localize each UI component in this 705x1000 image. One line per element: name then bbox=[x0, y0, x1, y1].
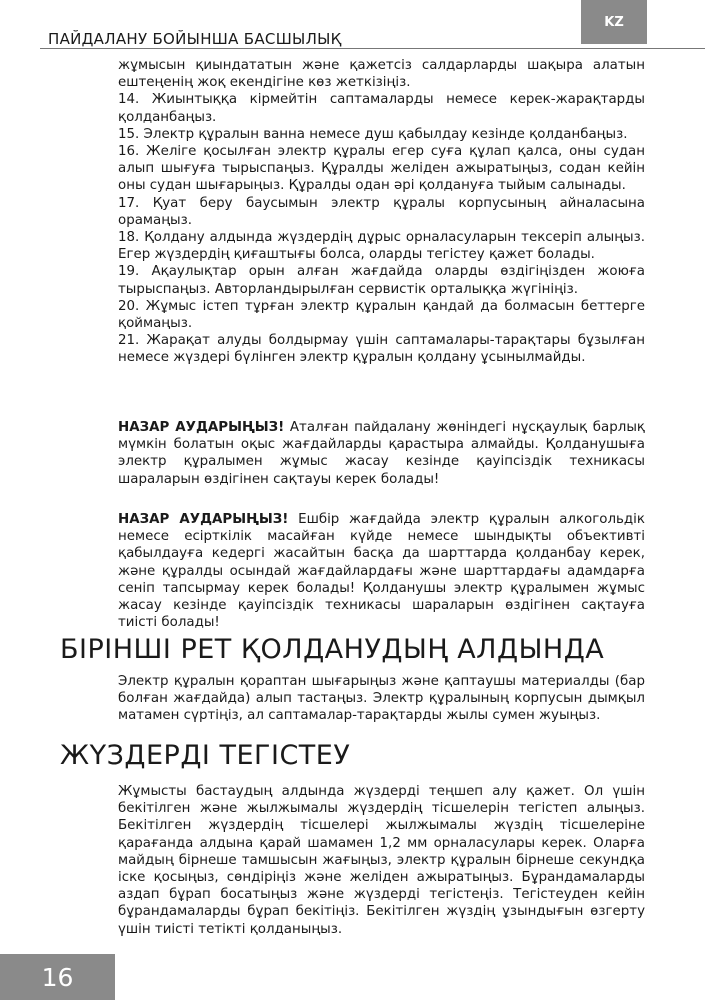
section-paragraph: Электр құралын қораптан шығарыңыз және қаптаушы материалды (бар болған жағдайда) алып тастаңыз. Электр құралының корпусын дымқыл матамен сүртіңіз, ал саптамалар-тарақтарды жылы сумен жуыңыз. bbox=[118, 674, 645, 724]
section-heading-blade-alignment: ЖҮЗДЕРДІ ТЕГІСТЕУ bbox=[60, 740, 351, 771]
warning-label: НАЗАР АУДАРЫҢЫЗ! bbox=[118, 420, 285, 435]
warning-note-1 bbox=[118, 419, 645, 488]
header-divider bbox=[40, 48, 705, 49]
list-item: 21. Жарақат алуды болдырмау үшін саптамалары-тарақтары бұзылған немесе жүздері бүлінген электр құралын қолдану ұсынылмайды. bbox=[118, 333, 645, 366]
list-item: 14. Жиынтыққа кірмейтін саптамаларды немесе керек-жарақтарды қолданбаңыз. bbox=[118, 92, 645, 125]
section-body-blade-alignment bbox=[118, 783, 645, 938]
section-paragraph: Жұмысты бастаудың алдында жүздерді теңшеп алу қажет. Ол үшін бекітілген және жылжымалы жүздердің тісшелерін тегістеп алыңыз. Бекітілген жүздердің тісшелері жылжымалы жүздің тісшелеріне қарағанда алдына қарай шамамен 1,2 мм орналасулары керек. Оларға майдың бірнеше тамшысын жағыңыз, электр құралын бірнеше секундқа іске қосыңыз, сөндіріңіз және желіден ажыратыңыз. Бұрандамаларды аздап бұрап босатыңыз және жүздерді тегістеңіз. Тегістеуден кейін бұрандамаларды бұрап бекітіңіз. Бекітілген жүздің ұзындығын өзгерту үшін тиісті тетікті қолданыңыз. bbox=[118, 784, 645, 937]
list-item: 15. Электр құралын ванна немесе душ қабылдау кезінде қолданбаңыз. bbox=[118, 126, 628, 142]
list-item: 20. Жұмыс істеп тұрған электр құралын қандай да болмасын беттерге қоймаңыз. bbox=[118, 298, 645, 332]
warning-note-2 bbox=[118, 511, 645, 631]
list-item: 18. Қолдану алдында жүздердің дұрыс орналасуларын тексеріп алыңыз. Егер жүздердің қиғаштығы болса, оларды тегістеу қажет болады. bbox=[118, 230, 645, 263]
warning-label: НАЗАР АУДАРЫҢЫЗ! bbox=[118, 512, 289, 527]
section-heading-first-use: БІРІНШІ РЕТ ҚОЛДАНУДЫҢ АЛДЫНДА bbox=[60, 634, 605, 665]
warning-text: Аталған пайдалану жөніндегі нұсқаулық барлық мүмкін болатын оқыс жағдайларды қарастыра алмайды. Қолданушыға электр құралымен жұмыс жасау кезінде қауіпсіздік техникасы шараларын өздігінен сақтауы керек болады! bbox=[118, 420, 645, 487]
list-item: 16. Желіге қосылған электр құралы егер суға құлап қалса, оны судан алып шығуға тырыспаңыз. Құралды желіден ажыратыңыз, содан кейін оны судан шығарыңыз. Құралды одан әрі қолдануға тыйым салынады. bbox=[118, 144, 645, 194]
warning-text: Ешбір жағдайда электр құралын алкогольдік немесе есірткілік масайған күйде немесе шындықты объективті қабылдауға кедергі жасайтын басқа да шарттарда қолданбау керек, және құралды осындай жағдайлардағы және шарттардағы адамдарға сеніп тапсырмау керек болады! Қолданушы электр құралымен жұмыс жасау кезінде қауіпсіздік техникасы шараларын өздігінен сақтауға тиісті болады! bbox=[118, 512, 645, 631]
language-tab: KZ bbox=[581, 0, 647, 44]
running-header: ПАЙДАЛАНУ БОЙЫНША БАСШЫЛЫҚ bbox=[48, 30, 342, 48]
page-number: 16 bbox=[0, 954, 115, 1000]
safety-instructions-list bbox=[118, 57, 645, 367]
list-item: 19. Ақаулықтар орын алған жағдайда оларды өздігіңізден жоюға тырыспаңыз. Авторландырылған сервистік орталыққа жүгініңіз. bbox=[118, 264, 645, 297]
section-body-first-use bbox=[118, 673, 645, 725]
list-item: 17. Қуат беру баусымын электр құралы корпусының айналасына орамаңыз. bbox=[118, 195, 645, 228]
list-item: жұмысын қиындататын және қажетсіз салдарларды шақыра алатын ештеңенің жоқ екендігіне көз жеткізіңіз. bbox=[118, 58, 645, 91]
